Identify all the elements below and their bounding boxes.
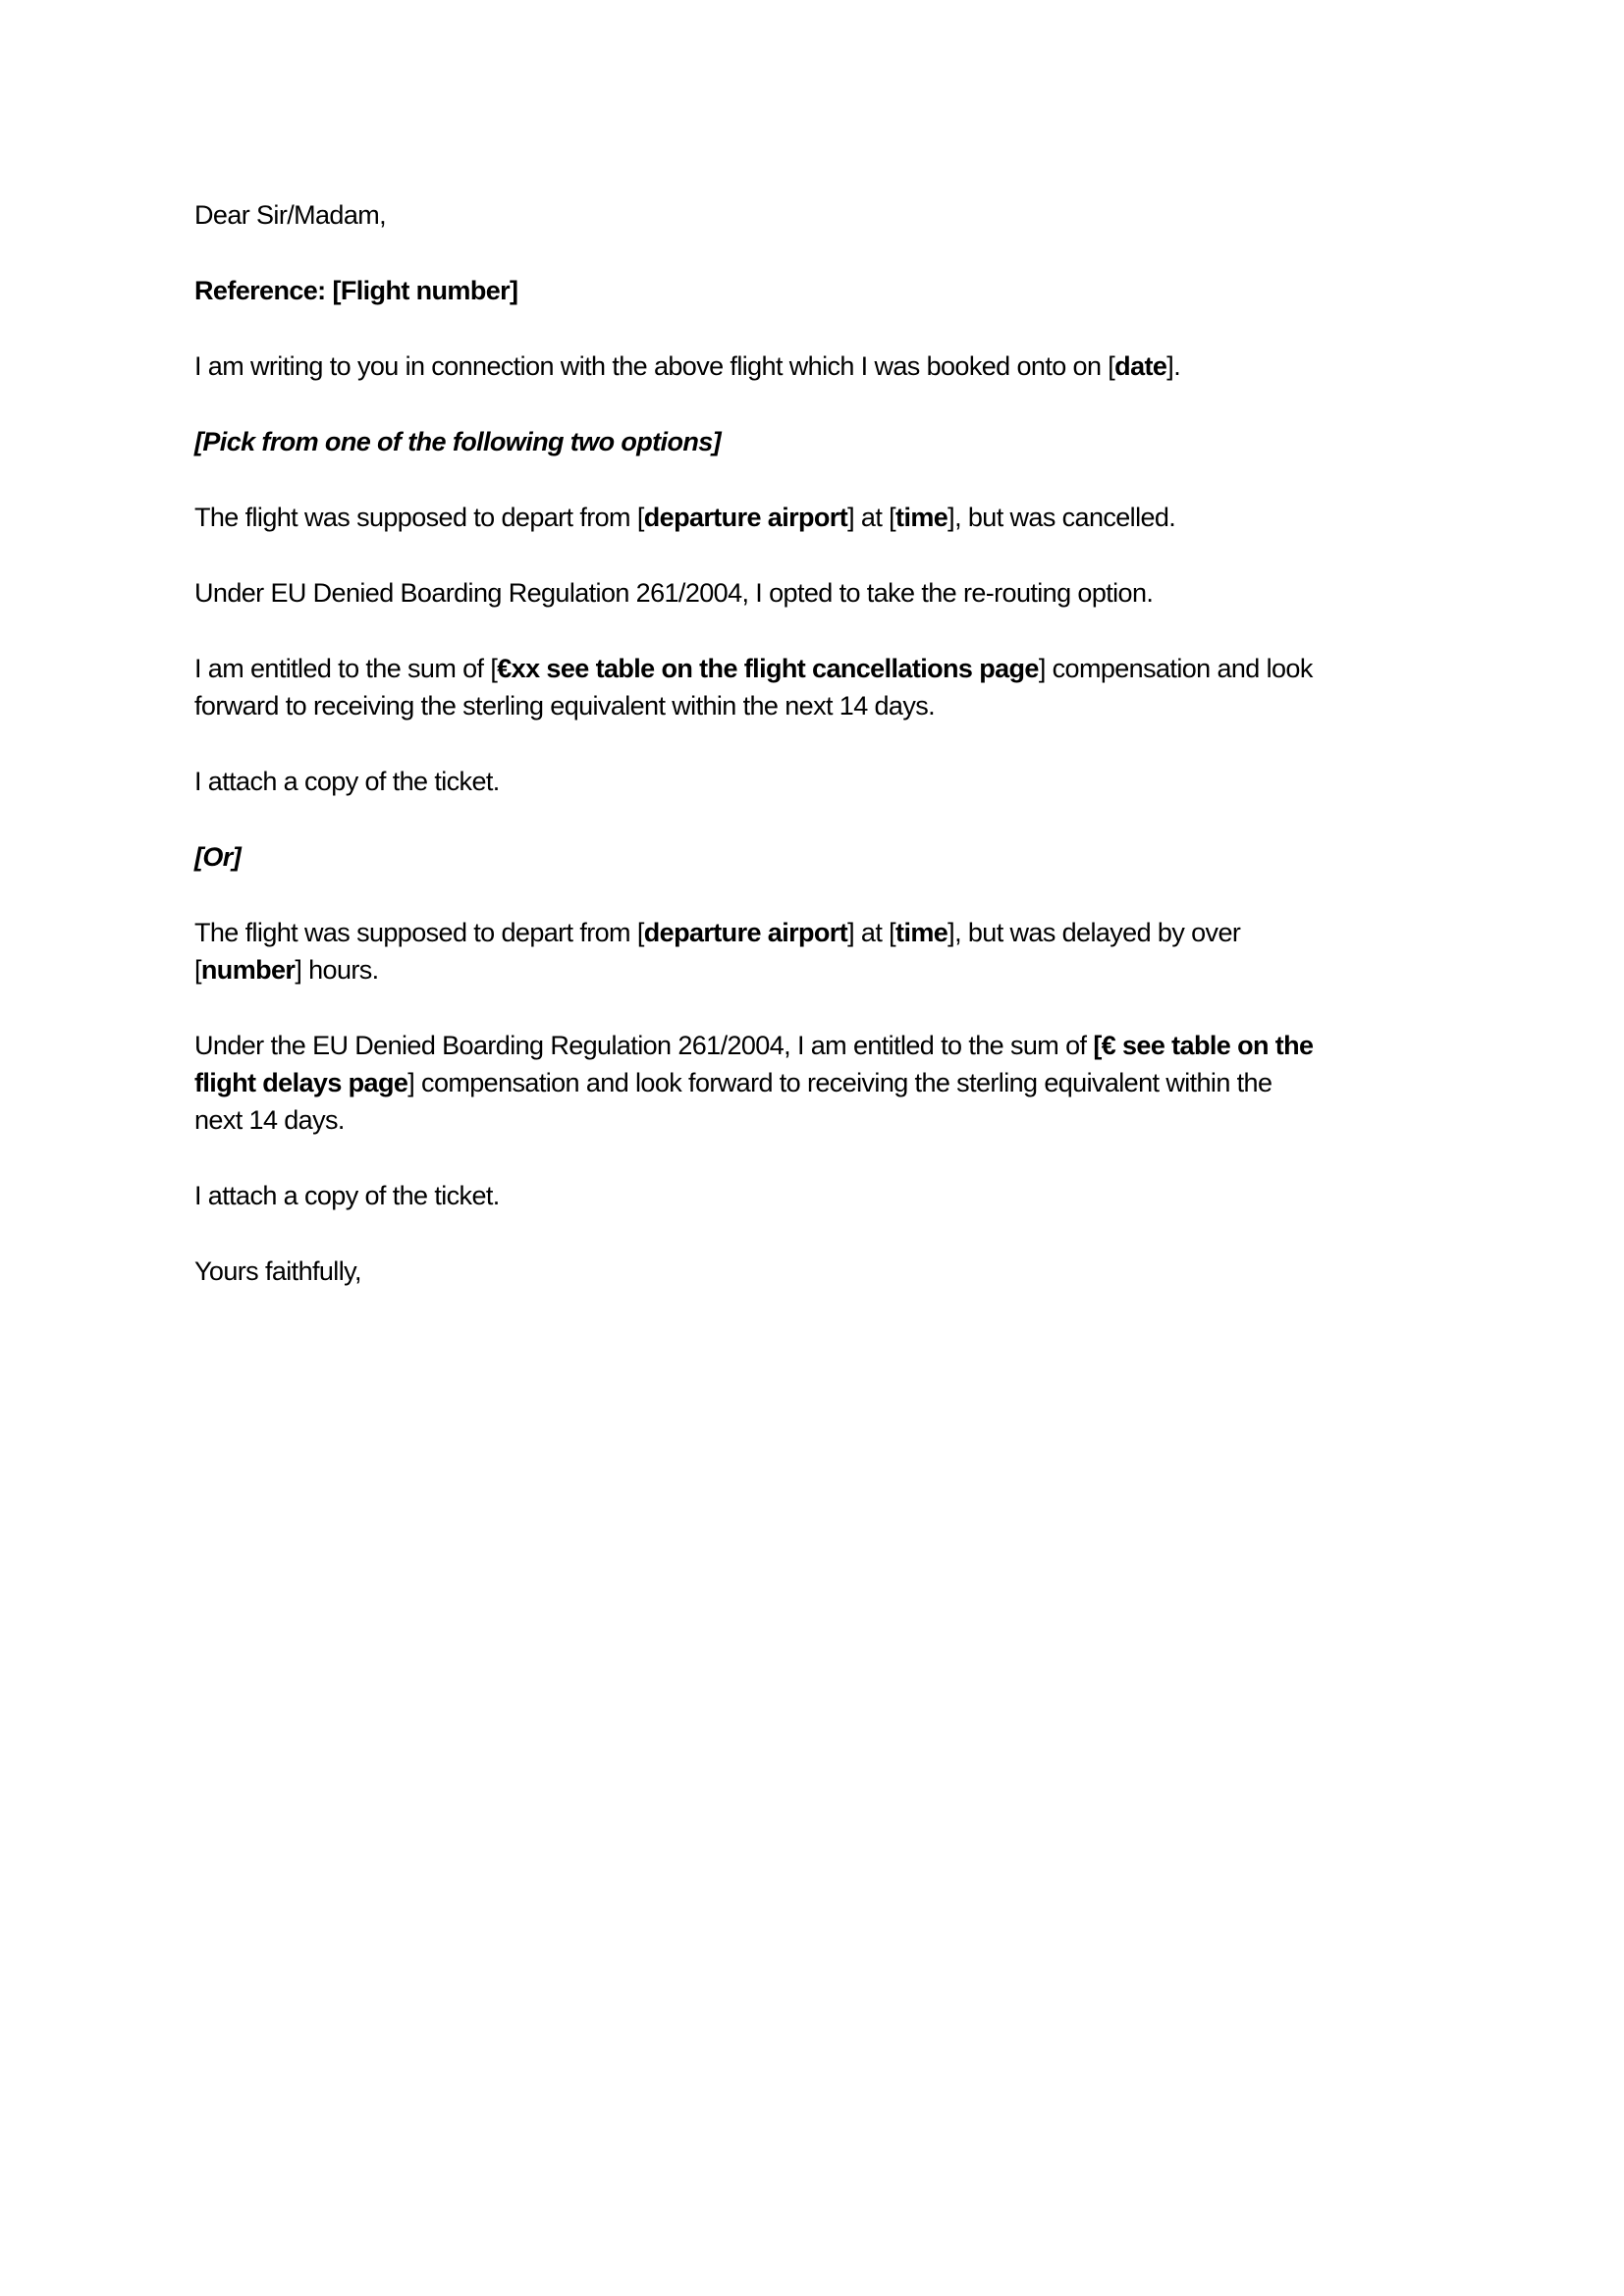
time-placeholder: time: [895, 918, 948, 947]
airport-placeholder: departure airport: [643, 503, 848, 532]
airport-placeholder: departure airport: [643, 918, 848, 947]
or-label: [Or]: [194, 842, 242, 872]
option1-cancel-paragraph: The flight was supposed to depart from [departure airport] at [time], but was cancelled.: [194, 503, 1176, 532]
option2-entitled-paragraph: Under the EU Denied Boarding Regulation 261/2004, I am entitled to the sum of [€ see table on the flight delays page] compensation and look forward to receiving the sterling equivalent within the next 14 days.: [194, 1031, 1314, 1135]
time-placeholder: time: [895, 503, 948, 532]
amount-placeholder-continued: flight delays page: [194, 1068, 408, 1097]
salutation: Dear Sir/Madam,: [194, 200, 387, 230]
reference-line: Reference: [Flight number]: [194, 276, 518, 305]
letter-page: [194, 196, 1432, 1328]
date-placeholder: date: [1114, 351, 1167, 381]
option2-delay-paragraph: The flight was supposed to depart from [departure airport] at [time], but was delayed by over [number] hours.: [194, 918, 1241, 985]
intro-paragraph: I am writing to you in connection with the above flight which I was booked onto on [date].: [194, 351, 1181, 381]
amount-placeholder: [€ see table on the: [1093, 1031, 1314, 1060]
option1-attach-paragraph: I attach a copy of the ticket.: [194, 767, 500, 796]
option2-attach-paragraph: I attach a copy of the ticket.: [194, 1181, 500, 1210]
pick-instruction: [Pick from one of the following two options]: [194, 427, 722, 456]
option1-entitled-paragraph: I am entitled to the sum of [€xx see table on the flight cancellations page] compensation and look forward to receiving the sterling equivalent within the next 14 days.: [194, 654, 1313, 721]
amount-placeholder: €xx see table on the flight cancellations page: [497, 654, 1039, 683]
option1-rerouting-paragraph: Under EU Denied Boarding Regulation 261/2004, I opted to take the re-routing option.: [194, 578, 1154, 608]
hours-number-placeholder: number: [200, 955, 296, 985]
closing: Yours faithfully,: [194, 1256, 361, 1286]
